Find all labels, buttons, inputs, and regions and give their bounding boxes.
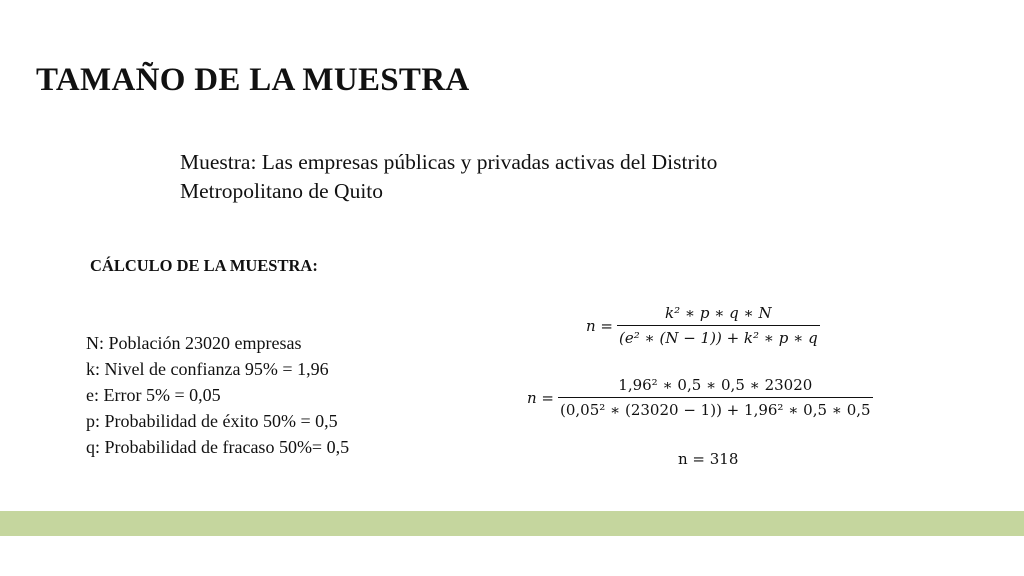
general-formula	[586, 304, 820, 347]
footer-band	[0, 511, 1024, 536]
substituted-formula	[527, 376, 873, 419]
variable-error: e: Error 5% = 0,05	[86, 385, 221, 405]
general-formula-numerator: k² ∗ p ∗ q ∗ N	[665, 304, 772, 322]
substituted-formula-denominator: (0,05² ∗ (23020 − 1)) + 1,96² ∗ 0,5 ∗ 0,5	[558, 397, 873, 419]
variable-success-probability: p: Probabilidad de éxito 50% = 0,5	[86, 411, 338, 431]
sample-description	[180, 148, 880, 206]
slide-title: TAMAÑO DE LA MUESTRA	[36, 62, 470, 98]
variable-list	[86, 330, 349, 460]
sample-line-2: Metropolitano de Quito	[180, 179, 384, 203]
general-formula-fraction	[617, 304, 820, 347]
variable-population: N: Población 23020 empresas	[86, 333, 302, 353]
variable-failure-probability: q: Probabilidad de fracaso 50%= 0,5	[86, 437, 350, 457]
substituted-formula-numerator: 1,96² ∗ 0,5 ∗ 0,5 ∗ 23020	[618, 376, 813, 394]
general-formula-lhs: n =	[586, 316, 613, 335]
result-formula: n = 318	[678, 450, 739, 468]
substituted-formula-fraction	[558, 376, 873, 419]
calculation-heading: CÁLCULO DE LA MUESTRA:	[90, 256, 318, 275]
sample-line-1: Muestra: Las empresas públicas y privadas activas del Distrito	[180, 150, 718, 174]
substituted-formula-lhs: n =	[527, 388, 554, 407]
variable-confidence: k: Nivel de confianza 95% = 1,96	[86, 359, 329, 379]
general-formula-denominator: (e² ∗ (N − 1)) + k² ∗ p ∗ q	[617, 325, 820, 347]
